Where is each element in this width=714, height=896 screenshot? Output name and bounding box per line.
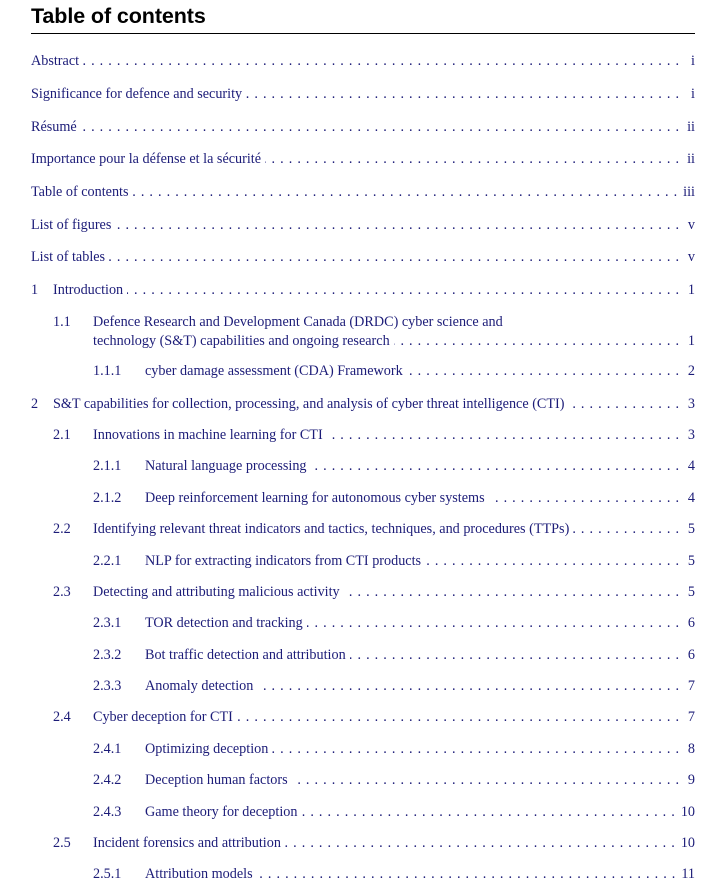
dot-leader — [115, 216, 679, 235]
entry-page: 5 — [687, 553, 695, 569]
entry-page: 10 — [680, 804, 695, 820]
toc-entry-section-2-4-2[interactable] — [31, 771, 695, 790]
entry-page: 6 — [687, 647, 695, 663]
entry-title: Attribution models — [145, 866, 253, 882]
entry-title: Résumé — [31, 119, 77, 135]
dot-leader — [272, 740, 679, 759]
entry-page: 1 — [687, 333, 695, 349]
entry-title: Significance for defence and security — [31, 86, 243, 102]
entry-title: List of figures — [31, 217, 112, 233]
toc-entry-section-2-3-1[interactable] — [31, 614, 695, 633]
dot-leader — [265, 150, 679, 169]
toc-entry-section-2-5[interactable] — [31, 834, 695, 853]
entry-number: 2.3.3 — [93, 678, 122, 694]
entry-page: 4 — [687, 458, 695, 474]
entry-page: 8 — [687, 741, 695, 757]
toc-entry-section-2-4-3[interactable] — [31, 803, 695, 822]
entry-title: NLP for extracting indicators from CTI products — [145, 553, 422, 569]
entry-title: Cyber deception for CTI — [93, 709, 233, 725]
entry-page: 10 — [680, 835, 695, 851]
toc-entry-section-2-5-1[interactable] — [31, 865, 695, 884]
entry-page: 5 — [687, 584, 695, 600]
dot-leader — [569, 395, 679, 414]
entry-number: 2.4.3 — [93, 804, 122, 820]
entry-title: Game theory for deception — [145, 804, 298, 820]
entry-title: Deception human factors — [145, 772, 288, 788]
entry-page: i — [691, 86, 695, 102]
dot-leader — [425, 552, 679, 571]
dot-leader — [307, 614, 679, 633]
entry-page: i — [691, 53, 695, 69]
entry-number: 2.5 — [53, 835, 71, 851]
dot-leader — [301, 803, 674, 822]
entry-number: 2.2.1 — [93, 553, 122, 569]
entry-page: 3 — [687, 396, 695, 412]
dot-leader — [489, 489, 679, 508]
dot-leader — [327, 426, 679, 445]
entry-title: S&T capabilities for collection, processing, and analysis of cyber threat intelligence (CTI) — [53, 396, 565, 412]
dot-leader — [237, 708, 679, 727]
entry-page: 7 — [687, 709, 695, 725]
toc-entry-section-2-1[interactable] — [31, 426, 695, 445]
entry-page: 3 — [687, 427, 695, 443]
entry-title: Anomaly detection — [145, 678, 254, 694]
entry-number: 2.5.1 — [93, 866, 122, 882]
toc-entry-section-2-2-1[interactable] — [31, 552, 695, 571]
toc-entry-section-1-1[interactable] — [31, 313, 695, 351]
entry-page: iii — [683, 184, 695, 200]
entry-title: TOR detection and tracking — [145, 615, 303, 631]
toc-entry-section-1-1-1[interactable] — [31, 362, 695, 381]
dot-leader — [407, 362, 679, 381]
dot-leader — [257, 865, 676, 884]
entry-title: Natural language processing — [145, 458, 307, 474]
entry-title: Detecting and attributing malicious activity — [93, 584, 340, 600]
dot-leader — [109, 248, 679, 267]
dot-leader — [83, 52, 679, 71]
toc-entry-section-2-1-1[interactable] — [31, 457, 695, 476]
toc-entry-significance[interactable] — [31, 85, 695, 104]
entry-title: List of tables — [31, 249, 106, 265]
entry-page: 11 — [681, 866, 695, 882]
toc-entry-resume[interactable] — [31, 118, 695, 137]
toc-entry-importance[interactable] — [31, 150, 695, 169]
entry-title: Incident forensics and attribution — [93, 835, 281, 851]
entry-number: 2.3.1 — [93, 615, 122, 631]
entry-title: Abstract — [31, 53, 80, 69]
entry-number: 2.1 — [53, 427, 71, 443]
toc-entry-section-2-4-1[interactable] — [31, 740, 695, 759]
entry-number: 2 — [31, 396, 39, 412]
entry-number: 2.3.2 — [93, 647, 122, 663]
toc-entry-section-2-2[interactable] — [31, 520, 695, 539]
dot-leader — [350, 646, 679, 665]
toc-entry-section-2-1-2[interactable] — [31, 489, 695, 508]
toc-entry-section-1[interactable] — [31, 281, 695, 300]
entry-page: ii — [687, 151, 695, 167]
entry-page: v — [687, 217, 695, 233]
toc-entry-section-2-3-3[interactable] — [31, 677, 695, 696]
toc-entry-section-2-3-2[interactable] — [31, 646, 695, 665]
entry-title: Bot traffic detection and attribution — [145, 647, 346, 663]
entry-number: 1 — [31, 282, 39, 298]
title-rule — [31, 33, 695, 34]
entry-page: ii — [687, 119, 695, 135]
toc-entry-list-of-tables[interactable] — [31, 248, 695, 267]
entry-page: 4 — [687, 490, 695, 506]
entry-title: Importance pour la défense et la sécurité — [31, 151, 262, 167]
dot-leader — [81, 118, 679, 137]
toc-entry-section-2-4[interactable] — [31, 708, 695, 727]
entry-page: 7 — [687, 678, 695, 694]
dot-leader — [257, 677, 679, 696]
entry-page: 5 — [687, 521, 695, 537]
entry-page: 9 — [687, 772, 695, 788]
entry-number: 2.1.1 — [93, 458, 122, 474]
toc-entry-list-of-figures[interactable] — [31, 216, 695, 235]
entry-page: 1 — [687, 282, 695, 298]
entry-page: v — [687, 249, 695, 265]
entry-title: Optimizing deception — [145, 741, 269, 757]
entry-title: Table of contents — [31, 184, 129, 200]
dot-leader — [292, 771, 679, 790]
entry-number: 1.1 — [53, 314, 71, 330]
toc-entry-abstract[interactable] — [31, 52, 695, 71]
toc-entry-table-of-contents[interactable] — [31, 183, 695, 202]
dot-leader — [133, 183, 678, 202]
dot-leader — [246, 85, 679, 104]
entry-title: Innovations in machine learning for CTI — [93, 427, 323, 443]
entry-page: 6 — [687, 615, 695, 631]
entry-title-line-2: technology (S&T) capabilities and ongoing research — [93, 333, 390, 349]
entry-number: 2.3 — [53, 584, 71, 600]
page-title: Table of contents — [31, 4, 206, 28]
entry-number: 2.4.2 — [93, 772, 122, 788]
dot-leader — [285, 834, 675, 853]
dot-leader — [344, 583, 679, 602]
entry-title-line-1: Defence Research and Development Canada (DRDC) cyber science and — [93, 314, 503, 330]
entry-page: 2 — [687, 363, 695, 379]
entry-number: 1.1.1 — [93, 363, 122, 379]
entry-title: Deep reinforcement learning for autonomous cyber systems — [145, 490, 485, 506]
entry-number: 2.4 — [53, 709, 71, 725]
toc-entry-section-2-3[interactable] — [31, 583, 695, 602]
entry-title: Introduction — [53, 282, 124, 298]
entry-title: cyber damage assessment (CDA) Framework — [145, 363, 403, 379]
toc-entry-section-2[interactable] — [31, 395, 695, 414]
entry-number: 2.2 — [53, 521, 71, 537]
entry-number: 2.1.2 — [93, 490, 122, 506]
entry-number: 2.4.1 — [93, 741, 122, 757]
dot-leader — [127, 281, 679, 300]
dot-leader — [573, 520, 679, 539]
dot-leader — [394, 332, 679, 351]
dot-leader — [311, 457, 679, 476]
entry-title: Identifying relevant threat indicators and tactics, techniques, and procedures (TTPs) — [93, 521, 570, 537]
